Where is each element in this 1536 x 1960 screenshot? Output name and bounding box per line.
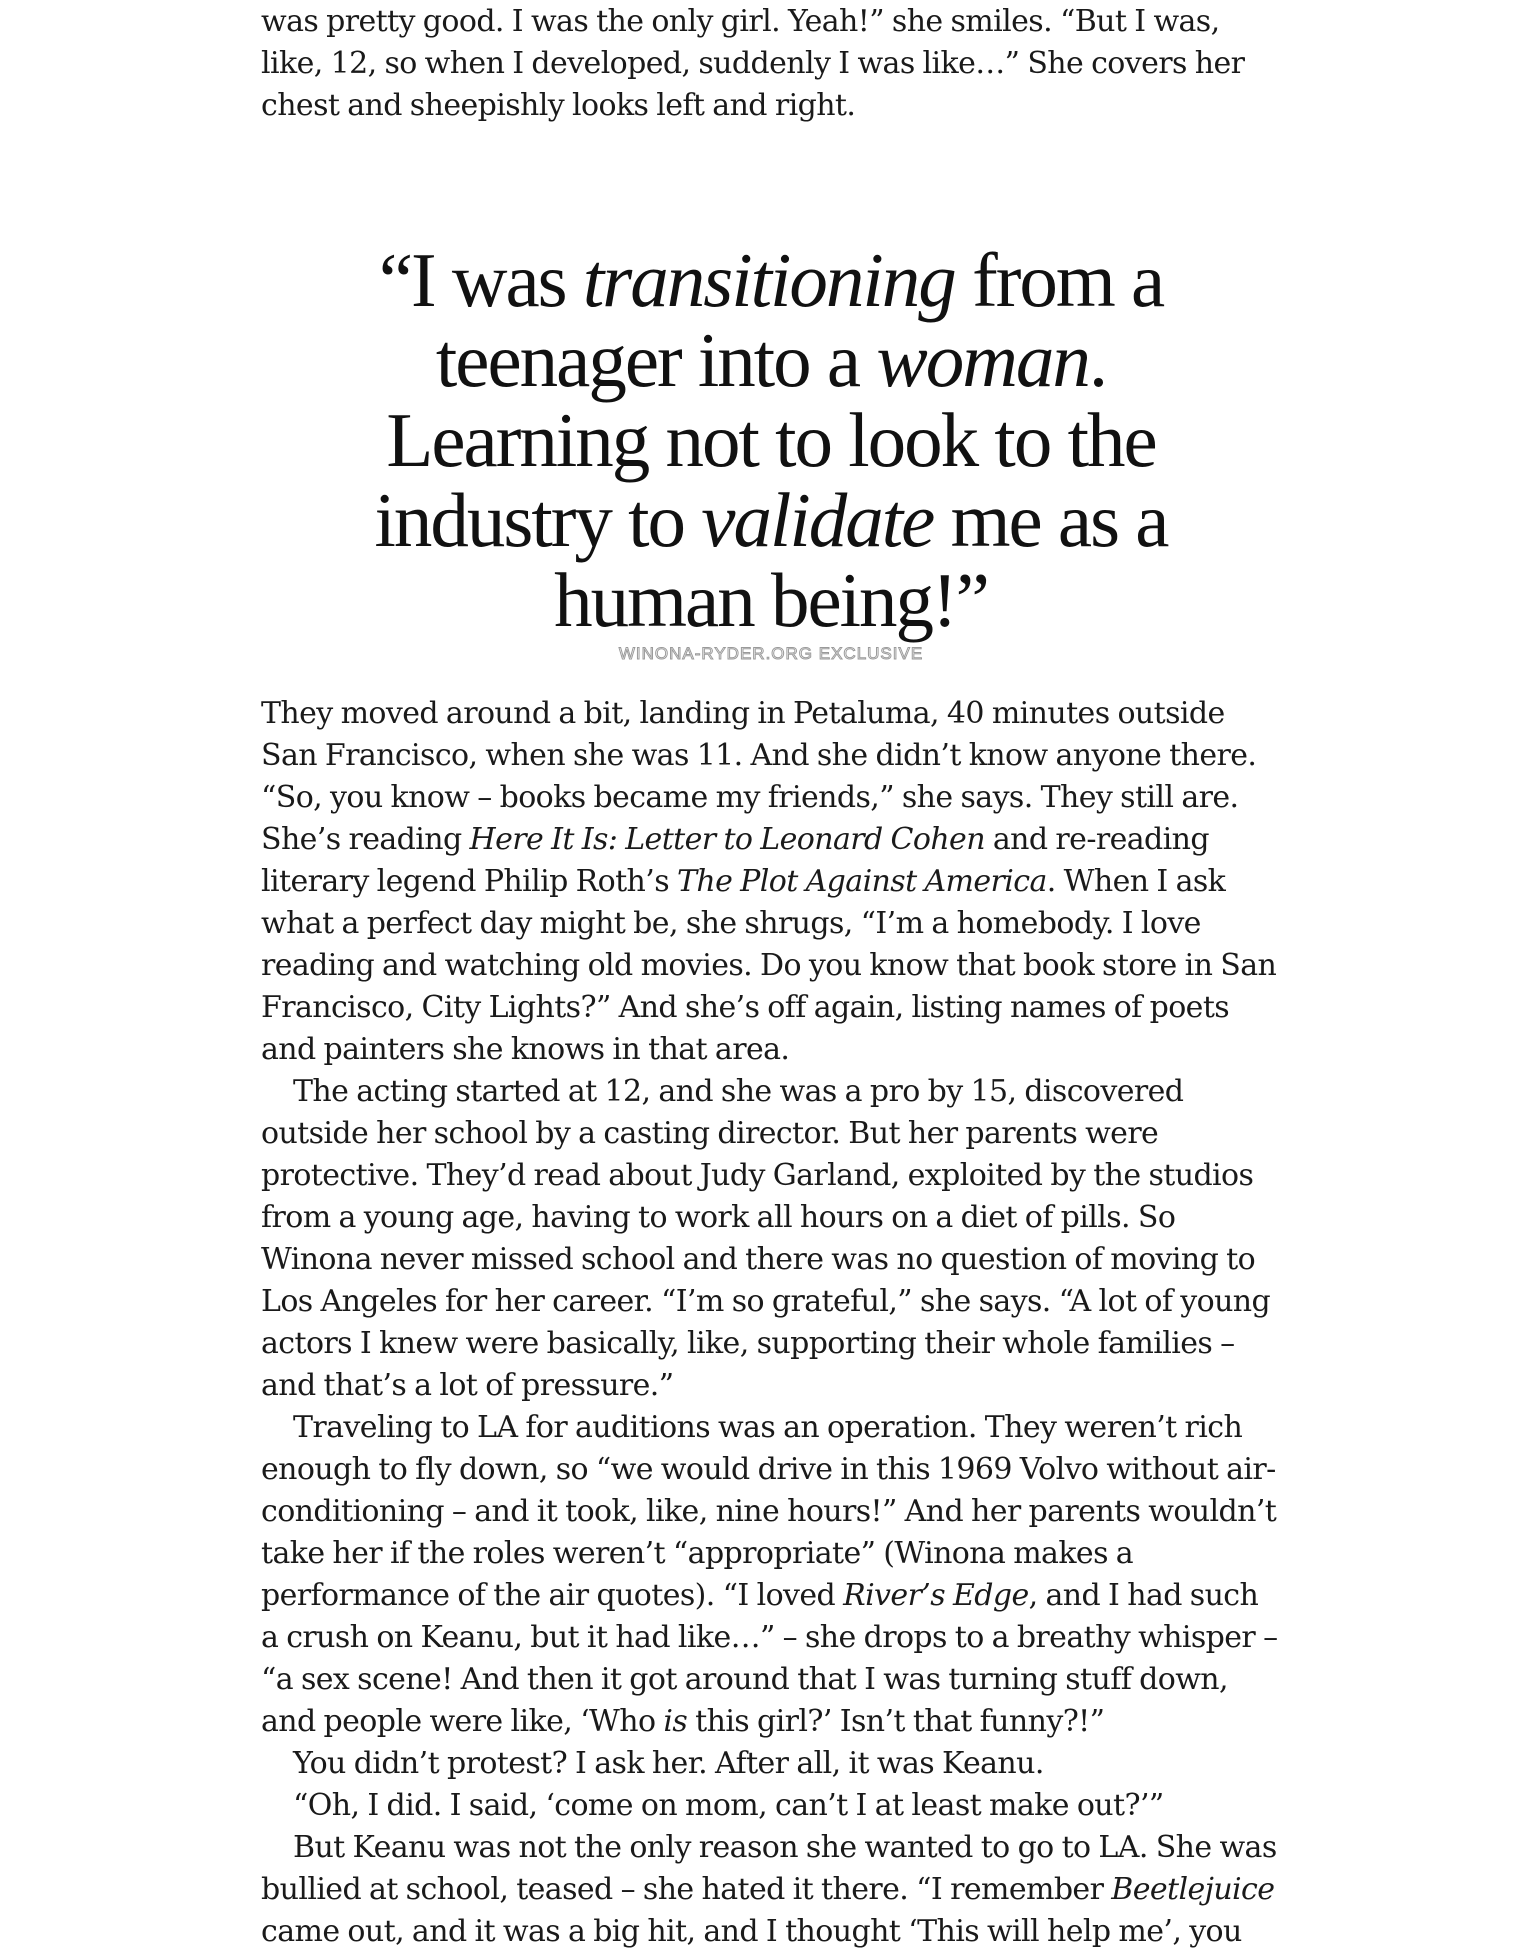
paragraph-text: The acting started at 12, and she was a pro by 15, discovered outside her school by a casting director. But her parents were protective. They’d read about Judy Garland, exploited by the studios from a young age, having to work all hours on a diet of pills. So Winona never missed school and there was no question of moving to Los Angeles for her career. “I’m so grateful,” she says. “A lot of young actors I knew were basically, like, supporting their whole families – and that’s a lot of pressure.” (261, 1074, 1271, 1403)
paragraph-text: Traveling to LA for auditions was an operation. They weren’t rich enough to fly down, so “we would drive in this 1969 Volvo without air-conditioning – and it took, like, nine hours!” And her parents wouldn’t take her if the roles weren’t “appropriate” (Winona makes a performance of the air quotes). “I loved (261, 1410, 1277, 1613)
pull-quote-segment: from a teenager into a (435, 237, 1164, 403)
article-paragraph-intro (261, 1, 1281, 127)
article-paragraph (261, 1785, 1281, 1827)
paragraph-text: , and I had such a crush on Keanu, but it had like…” – she drops to a breathy whisper – “a sex scene! And then it got around that I was turning stuff down, and people were like, ‘Who (261, 1578, 1278, 1739)
article-body (261, 693, 1281, 1953)
emphasis-text: is (663, 1704, 688, 1739)
pull-quote-emphasis: transitioning (582, 237, 955, 323)
paragraph-text: and re-reading literary legend Philip Roth’s (261, 822, 1209, 899)
pull-quote (261, 237, 1281, 664)
paragraph-text: You didn’t protest? I ask her. After all, it was Keanu. (293, 1746, 1044, 1781)
pull-quote-segment: me as a human being!” (554, 477, 1168, 643)
book-title: The Plot Against America (676, 864, 1047, 899)
pull-quote-credit: WINONA-RYDER.ORG EXCLUSIVE (618, 644, 924, 663)
paragraph-text: But Keanu was not the only reason she wanted to go to LA. She was bullied at school, teased – she hated it there. “I remember (261, 1830, 1277, 1907)
paragraph-text: They moved around a bit, landing in Petaluma, 40 minutes outside San Francisco, when she was 11. And she didn’t know anyone there. “So, you know – books became my friends,” she says. They still are. She’s reading (261, 696, 1257, 857)
article-paragraph (261, 1407, 1281, 1743)
article-paragraph (261, 1827, 1281, 1953)
paragraph-text: . When I ask what a perfect day might be, she shrugs, “I’m a homebody. I love reading and watching old movies. Do you know that book store in San Francisco, City Lights?” And she’s off again, listing names of poets and painters she knows in that area. (261, 864, 1277, 1067)
pull-quote-emphasis: woman (876, 317, 1089, 403)
article-paragraph (261, 693, 1281, 1071)
pull-quote-segment: “I was (378, 237, 583, 323)
paragraph-text: “Oh, I did. I said, ‘come on mom, can’t I at least make out?’” (293, 1788, 1164, 1823)
book-title: Here It Is: Letter to Leonard Cohen (469, 822, 985, 857)
paragraph-text: came out, and it was a big hit, and I thought ‘This will help me’, you (261, 1914, 1242, 1949)
film-title: Beetlejuice (1111, 1872, 1275, 1907)
pull-quote-emphasis: validate (701, 477, 934, 563)
article-paragraph (261, 1071, 1281, 1407)
pull-quote-segment: . Learning not to look to the industry to (374, 317, 1156, 563)
paragraph-text: was pretty good. I was the only girl. Yeah!” she smiles. “But I was, like, 12, so when I developed, suddenly I was like…” She covers her chest and sheepishly looks left and right. (261, 4, 1245, 123)
film-title: River’s Edge (843, 1578, 1029, 1613)
pull-quote-text (311, 237, 1231, 643)
article-paragraph (261, 1743, 1281, 1785)
paragraph-text: this girl?’ Isn’t that funny?!” (687, 1704, 1105, 1739)
